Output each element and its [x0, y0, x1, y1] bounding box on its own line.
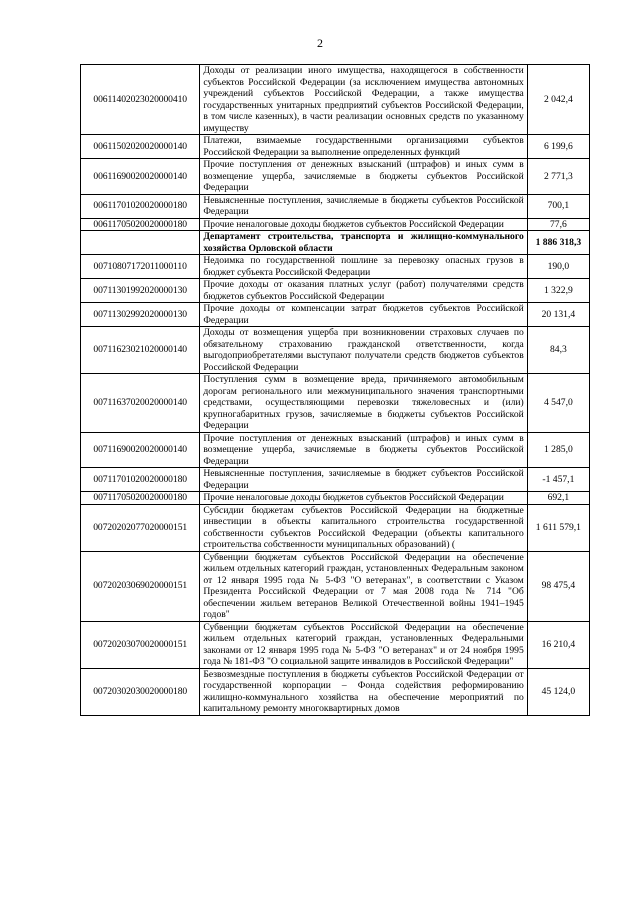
amount-cell: 2 042,4: [527, 65, 589, 135]
table-row: [81, 504, 590, 551]
table-row: [81, 432, 590, 468]
amount-cell: -1 457,1: [527, 468, 589, 492]
table-row: [81, 492, 590, 505]
budget-code-cell: 00710807172011000110: [81, 255, 200, 279]
amount-cell: 1 285,0: [527, 432, 589, 468]
table-row: [81, 327, 590, 374]
table-row-department: [81, 231, 590, 255]
description-cell: Доходы от возмещения ущерба при возникновении страховых случаев по обязательному страхованию гражданской ответственности, когда выгодоприобретателями выступают получатели средств бюджетов субъектов Российской Федерации: [200, 327, 527, 374]
table-row: [81, 303, 590, 327]
description-cell: Прочие доходы от оказания платных услуг (работ) получателями средств бюджетов субъектов Российской Федерации: [200, 279, 527, 303]
budget-code-cell: 00711623021020000140: [81, 327, 200, 374]
description-cell: Недоимка по государственной пошлине за перевозку опасных грузов в бюджет субъекта Российской Федерации: [200, 255, 527, 279]
table-row: [81, 159, 590, 195]
budget-code-cell: 00711705020020000180: [81, 492, 200, 505]
table-row: [81, 255, 590, 279]
table-row: [81, 468, 590, 492]
table-row: [81, 374, 590, 433]
budget-code-cell: 00720203069020000151: [81, 551, 200, 621]
table-body: [81, 65, 590, 716]
budget-code-cell: 00611502020020000140: [81, 135, 200, 159]
budget-revenue-table: [80, 64, 590, 716]
description-cell: Департамент строительства, транспорта и жилищно-коммунального хозяйства Орловской области: [200, 231, 527, 255]
description-cell: Поступления сумм в возмещение вреда, причиняемого автомобильным дорогам регионального или межмуниципального значения транспортными средствами, осуществляющими перевозки тяжеловесных и (или) крупногабаритных грузов, зачисляемые в бюджеты субъектов Российской Федерации: [200, 374, 527, 433]
amount-cell: 1 611 579,1: [527, 504, 589, 551]
description-cell: Субвенции бюджетам субъектов Российской Федерации на обеспечение жильем отдельных категорий граждан, установленных Федеральным законом от 12 января 1995 года № 5-ФЗ "О ветеранах", в соответствии с Указом Президента Российской Федерации от 7 мая 2008 года № 714 "Об обеспечении жильем ветеранов Великой Отечественной войны 1941–1945 годов": [200, 551, 527, 621]
budget-code-cell: 00611701020020000180: [81, 194, 200, 218]
description-cell: Доходы от реализации иного имущества, находящегося в собственности субъектов Российской Федерации (за исключением имущества автономных учреждений субъектов Российской Федерации, а также имущества государственных унитарных предприятий субъектов Российской Федерации, в том числе казенных), в части реализации основных средств по указанному имуществу: [200, 65, 527, 135]
description-cell: Субвенции бюджетам субъектов Российской Федерации на обеспечение жильем отдельных категорий граждан, установленных Федеральными законами от 12 января 1995 года № 5-ФЗ "О ветеранах" и от 24 ноября 1995 года № 181-ФЗ "О социальной защите инвалидов в Российской Федерации": [200, 621, 527, 668]
description-cell: Безвозмездные поступления в бюджеты субъектов Российской Федерации от государственной корпорации – Фонда содействия реформированию жилищно-коммунального хозяйства на обеспечение мероприятий по капитальному ремонту многоквартирных домов: [200, 668, 527, 715]
budget-code-cell: 00720302030020000180: [81, 668, 200, 715]
budget-code-cell: 00711690020020000140: [81, 432, 200, 468]
description-cell: Прочие поступления от денежных взысканий (штрафов) и иных сумм в возмещение ущерба, зачисляемые в бюджеты субъектов Российской Федерации: [200, 432, 527, 468]
budget-code-cell: 00711301992020000130: [81, 279, 200, 303]
amount-cell: 20 131,4: [527, 303, 589, 327]
description-cell: Невыясненные поступления, зачисляемые в бюджет субъектов Российской Федерации: [200, 468, 527, 492]
table-row: [81, 621, 590, 668]
table-row: [81, 65, 590, 135]
amount-cell: 190,0: [527, 255, 589, 279]
table-row: [81, 135, 590, 159]
table-row: [81, 668, 590, 715]
amount-cell: 6 199,6: [527, 135, 589, 159]
budget-code-cell: 00711701020020000180: [81, 468, 200, 492]
budget-code-cell: 00711302992020000130: [81, 303, 200, 327]
amount-cell: 45 124,0: [527, 668, 589, 715]
description-cell: Прочие неналоговые доходы бюджетов субъектов Российской Федерации: [200, 492, 527, 505]
description-cell: Невыясненные поступления, зачисляемые в бюджеты субъектов Российской Федерации: [200, 194, 527, 218]
budget-code-cell: 00720202077020000151: [81, 504, 200, 551]
description-cell: Субсидии бюджетам субъектов Российской Федерации на бюджетные инвестиции в объекты капитального строительства государственной собственности субъектов Российской Федерации (объекты капитального строительства собственности муниципальных образований) (: [200, 504, 527, 551]
amount-cell: 1 886 318,3: [527, 231, 589, 255]
budget-code-cell: 00611705020020000180: [81, 218, 200, 231]
budget-code-cell: 00711637020020000140: [81, 374, 200, 433]
amount-cell: 692,1: [527, 492, 589, 505]
description-cell: Прочие поступления от денежных взысканий (штрафов) и иных сумм в возмещение ущерба, зачисляемые в бюджеты субъектов Российской Федерации: [200, 159, 527, 195]
amount-cell: 4 547,0: [527, 374, 589, 433]
budget-code-cell: 00611690020020000140: [81, 159, 200, 195]
description-cell: Прочие неналоговые доходы бюджетов субъектов Российской Федерации: [200, 218, 527, 231]
amount-cell: 16 210,4: [527, 621, 589, 668]
page-number: 2: [317, 36, 323, 50]
amount-cell: 84,3: [527, 327, 589, 374]
amount-cell: 1 322,9: [527, 279, 589, 303]
budget-code-cell: 00611402023020000410: [81, 65, 200, 135]
table-row: [81, 551, 590, 621]
table-row: [81, 218, 590, 231]
amount-cell: 98 475,4: [527, 551, 589, 621]
description-cell: Платежи, взимаемые государственными организациями субъектов Российской Федерации за выполнение определенных функций: [200, 135, 527, 159]
description-cell: Прочие доходы от компенсации затрат бюджетов субъектов Российской Федерации: [200, 303, 527, 327]
amount-cell: 700,1: [527, 194, 589, 218]
amount-cell: 2 771,3: [527, 159, 589, 195]
table-row: [81, 194, 590, 218]
table-row: [81, 279, 590, 303]
amount-cell: 77,6: [527, 218, 589, 231]
budget-code-cell: [81, 231, 200, 255]
budget-code-cell: 00720203070020000151: [81, 621, 200, 668]
